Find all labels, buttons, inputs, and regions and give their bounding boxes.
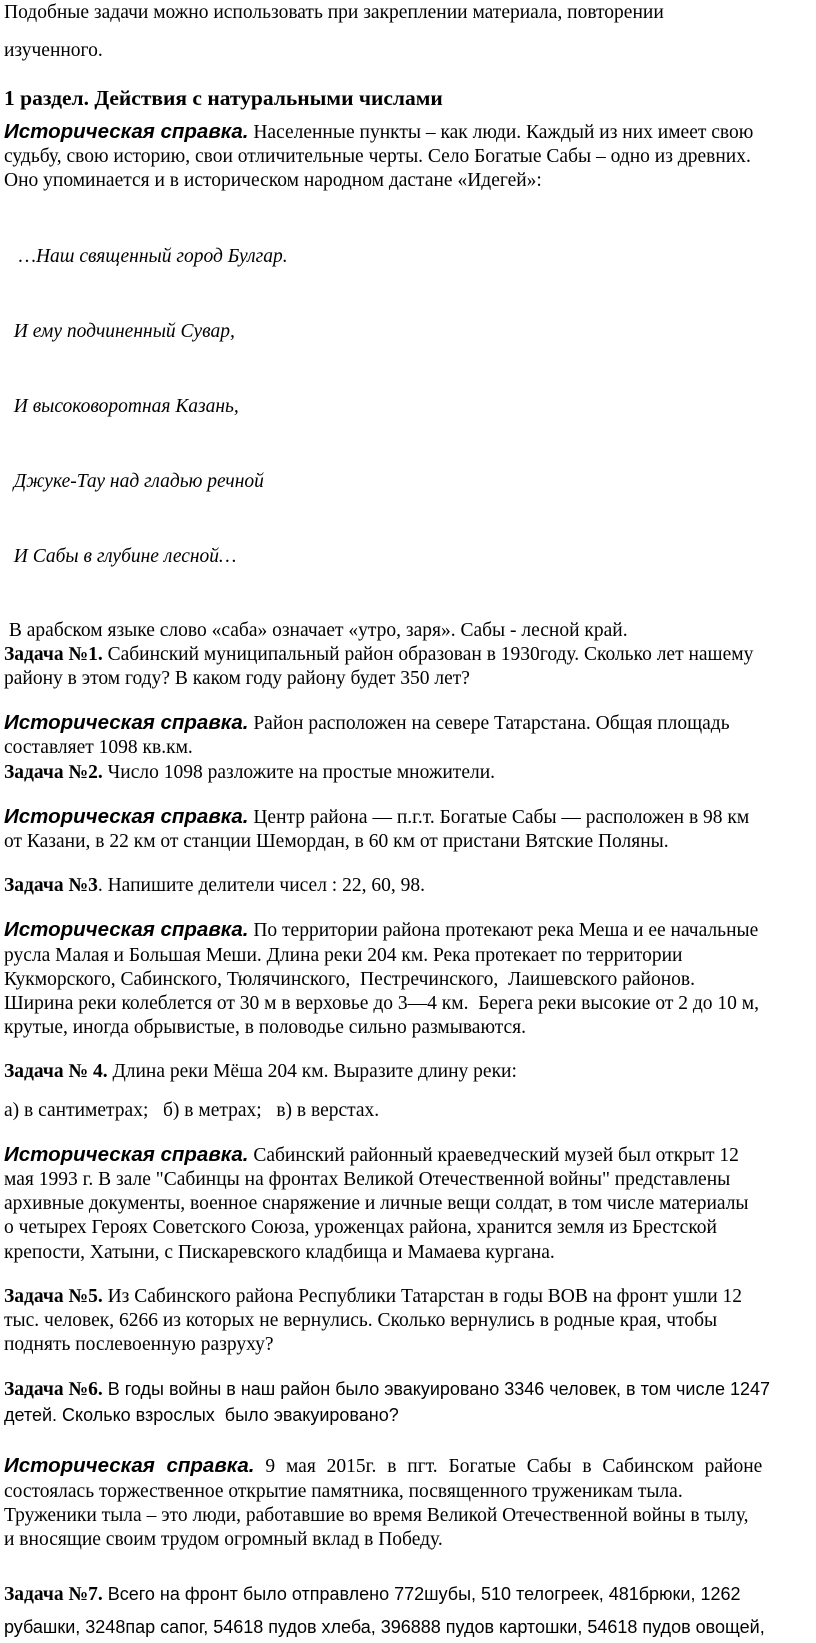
history-note-6 <box>4 1454 800 1552</box>
poem-line: И Сабы в глубине лесной… <box>4 545 237 567</box>
history-text: крепости, Хатыни, с Пискаревского кладбища и Мамаева кургана. <box>4 1241 555 1263</box>
task-text: . Напишите делители чисел : 22, 60, 98. <box>97 875 425 897</box>
task-label: Задача №2. <box>4 761 103 783</box>
poem-line: Джуке-Тау над гладью речной <box>4 470 264 492</box>
history-text: Кукморского, Сабинского, Тюлячинского, Пестречинского, Лаишевского районов. <box>4 968 696 990</box>
history-text: Ширина реки колеблется от 30 м в верховье до 3—4 км. Берега реки высокие от 2 до 10 м, <box>4 993 759 1015</box>
task-1 <box>4 643 800 691</box>
history-text: составляет 1098 кв.км. <box>4 737 193 759</box>
history-note-2 <box>4 711 800 760</box>
history-text: Район расположен на севере Татарстана. Общая площадь <box>248 713 730 735</box>
task-text: Число 1098 разложите на простые множители. <box>102 761 496 783</box>
history-text: Труженики тыла – это люди, работавшие во время Великой Отечественной войны в тылу, <box>4 1504 749 1526</box>
history-text: судьбу, свою историю, свои отличительные черты. Село Богатые Сабы – одно из древних. <box>4 146 751 168</box>
intro-line: Подобные задачи можно использовать при закреплении материала, повторении <box>4 2 664 23</box>
task-2 <box>4 761 800 785</box>
intro-paragraph <box>4 0 800 70</box>
poem-line: И ему подчиненный Сувар, <box>4 320 235 342</box>
history-text: Центр района — п.г.т. Богатые Сабы — расположен в 98 км <box>248 806 750 828</box>
task-text: Всего на фронт было отправлено 772шубы, 510 телогреек, 481брюки, 1262 <box>102 1584 741 1605</box>
task-text: В годы войны в наш район было эвакуировано 3346 человек, в том числе 1247 <box>102 1379 771 1400</box>
task-label: Задача №3 <box>4 875 98 897</box>
task-text: детей. Сколько взрослых было эвакуировано? <box>4 1404 399 1425</box>
history-text: от Казани, в 22 км от станции Шемордан, в 60 км от пристани Вятские Поляны. <box>4 831 669 853</box>
poem-line: И высоковоротная Казань, <box>4 395 239 417</box>
history-text: о четырех Героях Советского Союза, уроженцах района, хранится земля из Брестской <box>4 1217 717 1239</box>
task-7 <box>4 1578 800 1643</box>
history-text: 9 мая 2015г. в пгт. Богатые Сабы в Сабинском районе <box>254 1456 763 1478</box>
history-text: Сабинский районный краеведческий музей был открыт 12 <box>248 1144 739 1166</box>
task-label: Задача №6. <box>4 1379 103 1401</box>
history-text: состоялась торжественное открытие памятника, посвященного труженикам тыла. <box>4 1480 683 1502</box>
history-label: Историческая справка. <box>4 804 249 828</box>
task-text: Из Сабинского района Республики Татарстан в годы ВОВ на фронт ушли 12 <box>102 1285 743 1307</box>
history-note-4 <box>4 918 800 1040</box>
task-label: Задача №1. <box>4 643 103 665</box>
history-text: русла Малая и Большая Меши. Длина реки 204 км. Река протекает по территории <box>4 944 683 966</box>
task-label: Задача № 4. <box>4 1061 108 1083</box>
history-label: Историческая справка. <box>4 711 249 735</box>
history-text: архивные документы, военное снаряжение и личные вещи солдат, в том числе материалы <box>4 1193 749 1215</box>
section-title: 1 раздел. Действия с натуральными числами <box>4 86 443 110</box>
intro-line: изученного. <box>4 40 103 61</box>
task-text: тыс. человек, 6266 из которых не вернулись. Сколько вернулись в родные края, чтобы <box>4 1310 718 1332</box>
task-text: рубашки, 3248пар сапог, 54618 пудов хлеба, 396888 пудов картошки, 54618 пудов овощей, <box>4 1617 765 1638</box>
task-4 <box>4 1060 800 1122</box>
history-note-3 <box>4 805 800 854</box>
task-label: Задача №5. <box>4 1285 103 1307</box>
history-text: и вносящие своим трудом огромный вклад в Победу. <box>4 1529 443 1551</box>
poem-line: …Наш священный город Булгар. <box>4 245 288 267</box>
task-5 <box>4 1285 800 1358</box>
history-text: По территории района протекают река Меша и ее начальные <box>248 920 759 942</box>
history-text: Населенные пункты – как люди. Каждый из них имеет свою <box>248 122 754 143</box>
task-options: а) в сантиметрах; б) в метрах; в) в верстах. <box>4 1099 380 1121</box>
history-text: крутые, иногда обрывистые, в половодье сильно размываются. <box>4 1017 527 1039</box>
history-note-1 <box>4 120 800 643</box>
history-text: мая 1993 г. В зале "Сабинцы на фронтах Великой Отечественной войны" представлены <box>4 1169 731 1191</box>
history-text: Оно упоминается и в историческом народном дастане «Идегей»: <box>4 170 542 192</box>
history-text: В арабском языке слово «саба» означает «утро, заря». Сабы - лесной край. <box>4 619 628 641</box>
task-label: Задача №7. <box>4 1584 103 1606</box>
task-6 <box>4 1377 800 1428</box>
poem-quote <box>4 194 800 619</box>
task-text: району в этом году? В каком году району будет 350 лет? <box>4 668 470 690</box>
task-text: Сабинский муниципальный район образован в 1930году. Сколько лет нашему <box>102 643 754 665</box>
history-label: Историческая справка. <box>4 1454 255 1478</box>
task-text: поднять послевоенную разруху? <box>4 1334 274 1356</box>
task-text: Длина реки Мёша 204 км. Выразите длину реки: <box>107 1061 517 1083</box>
history-label: Историческая справка. <box>4 1142 249 1166</box>
history-label: Историческая справка. <box>4 918 249 942</box>
history-label: Историческая справка. <box>4 120 249 143</box>
task-3 <box>4 874 800 898</box>
history-note-5 <box>4 1143 800 1265</box>
